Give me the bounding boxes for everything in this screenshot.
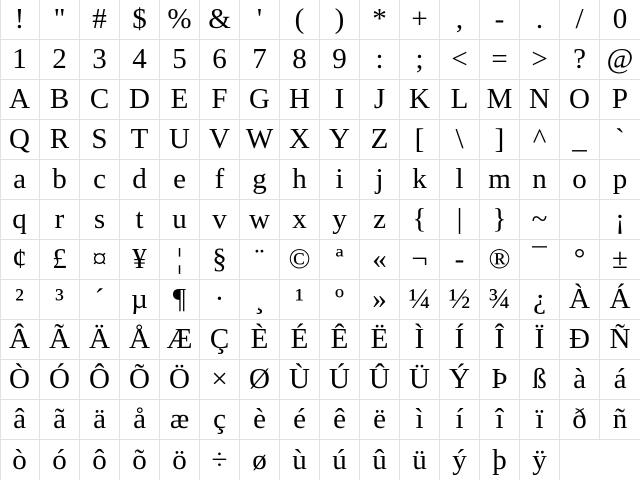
char-cell[interactable]: á — [600, 360, 640, 400]
char-cell[interactable]: ` — [600, 120, 640, 160]
char-cell[interactable]: - — [440, 240, 480, 280]
char-cell[interactable]: ä — [80, 400, 120, 440]
empty-area — [600, 440, 640, 480]
char-cell[interactable]: W — [240, 120, 280, 160]
char-cell[interactable]: j — [360, 160, 400, 200]
char-cell[interactable]: z — [360, 200, 400, 240]
char-cell[interactable]: k — [400, 160, 440, 200]
char-cell[interactable]: v — [200, 200, 240, 240]
char-cell[interactable]: - — [480, 0, 520, 40]
char-cell[interactable]: @ — [600, 40, 640, 80]
char-cell[interactable]: Ö — [160, 360, 200, 400]
char-cell[interactable]: X — [280, 120, 320, 160]
char-cell[interactable]: " — [40, 0, 80, 40]
char-cell[interactable]: V — [200, 120, 240, 160]
char-cell[interactable]: à — [560, 360, 600, 400]
char-cell[interactable]: d — [120, 160, 160, 200]
char-cell[interactable]: T — [120, 120, 160, 160]
char-cell[interactable]: M — [480, 80, 520, 120]
char-cell[interactable]: ´ — [80, 280, 120, 320]
char-cell[interactable]: ñ — [600, 400, 640, 440]
char-cell[interactable]: Ô — [80, 360, 120, 400]
char-cell[interactable]: J — [360, 80, 400, 120]
char-cell[interactable]: ì — [400, 400, 440, 440]
char-cell[interactable]: ¹ — [280, 280, 320, 320]
char-cell[interactable]: ¯ — [520, 240, 560, 280]
char-cell[interactable]: 2 — [40, 40, 80, 80]
char-cell[interactable]: Í — [440, 320, 480, 360]
char-cell[interactable]: · — [200, 280, 240, 320]
char-cell[interactable]: q — [0, 200, 40, 240]
char-cell[interactable]: { — [400, 200, 440, 240]
char-cell[interactable]: Á — [600, 280, 640, 320]
char-cell[interactable]: 8 — [280, 40, 320, 80]
char-cell[interactable]: E — [160, 80, 200, 120]
char-cell[interactable]: p — [600, 160, 640, 200]
char-cell[interactable]: % — [160, 0, 200, 40]
char-cell[interactable]: F — [200, 80, 240, 120]
char-cell[interactable]: e — [160, 160, 200, 200]
char-cell[interactable]: î — [480, 400, 520, 440]
char-cell[interactable]: ô — [80, 440, 120, 480]
char-cell[interactable]: 4 — [120, 40, 160, 80]
char-cell[interactable]: K — [400, 80, 440, 120]
char-cell[interactable]: ÿ — [520, 440, 560, 480]
char-cell[interactable]: L — [440, 80, 480, 120]
char-cell[interactable]: ç — [200, 400, 240, 440]
char-cell[interactable]: [ — [400, 120, 440, 160]
char-cell[interactable]: Ò — [0, 360, 40, 400]
char-cell[interactable]: ½ — [440, 280, 480, 320]
char-cell[interactable]: < — [440, 40, 480, 80]
char-cell[interactable]: å — [120, 400, 160, 440]
char-cell[interactable]: 3 — [80, 40, 120, 80]
char-cell[interactable]: & — [200, 0, 240, 40]
char-cell[interactable]: æ — [160, 400, 200, 440]
empty-area — [560, 440, 600, 480]
char-cell[interactable]: ¾ — [480, 280, 520, 320]
char-cell[interactable]: Q — [0, 120, 40, 160]
char-cell[interactable]: ÷ — [200, 440, 240, 480]
char-cell[interactable]: i — [320, 160, 360, 200]
char-cell[interactable]: Ø — [240, 360, 280, 400]
char-cell[interactable]: © — [280, 240, 320, 280]
char-cell[interactable]: Ü — [400, 360, 440, 400]
char-cell[interactable]: o — [560, 160, 600, 200]
char-cell[interactable]: Æ — [160, 320, 200, 360]
char-cell[interactable]: ã — [40, 400, 80, 440]
char-cell[interactable]: û — [360, 440, 400, 480]
char-cell[interactable]: P — [600, 80, 640, 120]
char-cell[interactable]: ý — [440, 440, 480, 480]
char-cell[interactable]: ß — [520, 360, 560, 400]
char-cell[interactable]: \ — [440, 120, 480, 160]
char-cell[interactable]: 5 — [160, 40, 200, 80]
char-cell[interactable]: ó — [40, 440, 80, 480]
char-cell[interactable]: ( — [280, 0, 320, 40]
char-cell[interactable]: ö — [160, 440, 200, 480]
char-cell[interactable]: Z — [360, 120, 400, 160]
char-cell[interactable]: ¨ — [240, 240, 280, 280]
char-cell[interactable]: 6 — [200, 40, 240, 80]
char-cell[interactable]: ¬ — [400, 240, 440, 280]
char-cell[interactable]: B — [40, 80, 80, 120]
char-cell[interactable]: ¢ — [0, 240, 40, 280]
char-cell[interactable]: § — [200, 240, 240, 280]
char-cell[interactable]: D — [120, 80, 160, 120]
char-cell[interactable]: n — [520, 160, 560, 200]
char-cell[interactable]: ® — [480, 240, 520, 280]
char-cell[interactable]: Ð — [560, 320, 600, 360]
char-cell[interactable]: Þ — [480, 360, 520, 400]
char-cell[interactable]: A — [0, 80, 40, 120]
char-cell[interactable]: = — [480, 40, 520, 80]
char-cell[interactable]: ^ — [520, 120, 560, 160]
char-cell[interactable]: ; — [400, 40, 440, 80]
char-cell[interactable]: N — [520, 80, 560, 120]
char-cell[interactable]: é — [280, 400, 320, 440]
char-cell[interactable]: Ç — [200, 320, 240, 360]
char-cell[interactable]: ¦ — [160, 240, 200, 280]
char-cell[interactable]: I — [320, 80, 360, 120]
char-cell[interactable]: Ù — [280, 360, 320, 400]
char-cell[interactable]: ¶ — [160, 280, 200, 320]
char-cell[interactable]: g — [240, 160, 280, 200]
char-cell[interactable]: Ñ — [600, 320, 640, 360]
char-cell[interactable]: s — [80, 200, 120, 240]
char-cell[interactable]: ) — [320, 0, 360, 40]
char-cell[interactable]: × — [200, 360, 240, 400]
char-cell[interactable]: Ì — [400, 320, 440, 360]
char-cell[interactable]: â — [0, 400, 40, 440]
char-cell[interactable]: ] — [480, 120, 520, 160]
char-cell[interactable]: O — [560, 80, 600, 120]
char-cell[interactable]: 0 — [600, 0, 640, 40]
char-cell[interactable]: / — [560, 0, 600, 40]
char-cell[interactable]: 7 — [240, 40, 280, 80]
char-cell[interactable]: Ï — [520, 320, 560, 360]
char-cell[interactable]: , — [440, 0, 480, 40]
char-cell[interactable]: ø — [240, 440, 280, 480]
char-cell[interactable]: Õ — [120, 360, 160, 400]
char-cell[interactable]: 9 — [320, 40, 360, 80]
char-cell[interactable]: » — [360, 280, 400, 320]
char-cell[interactable]: É — [280, 320, 320, 360]
char-cell[interactable]: ¡ — [600, 200, 640, 240]
char-cell[interactable]: w — [240, 200, 280, 240]
char-cell[interactable]: G — [240, 80, 280, 120]
char-cell[interactable]: ¸ — [240, 280, 280, 320]
char-cell[interactable]: c — [80, 160, 120, 200]
char-cell[interactable]: ° — [560, 240, 600, 280]
char-cell[interactable]: m — [480, 160, 520, 200]
char-cell[interactable]: ~ — [520, 200, 560, 240]
char-cell[interactable]: f — [200, 160, 240, 200]
char-cell[interactable]: U — [160, 120, 200, 160]
char-cell[interactable]: ? — [560, 40, 600, 80]
char-cell[interactable]: H — [280, 80, 320, 120]
char-cell[interactable]: x — [280, 200, 320, 240]
grid-left-border — [0, 0, 1, 480]
char-cell[interactable]: l — [440, 160, 480, 200]
char-cell[interactable]: u — [160, 200, 200, 240]
char-cell[interactable]: $ — [120, 0, 160, 40]
char-cell[interactable]: Î — [480, 320, 520, 360]
char-cell[interactable]: ¤ — [80, 240, 120, 280]
char-cell[interactable]: C — [80, 80, 120, 120]
char-cell[interactable]: ¼ — [400, 280, 440, 320]
char-cell[interactable]: ð — [560, 400, 600, 440]
char-cell[interactable]: R — [40, 120, 80, 160]
char-cell[interactable]: º — [320, 280, 360, 320]
char-cell[interactable]: Ó — [40, 360, 80, 400]
char-cell[interactable]: b — [40, 160, 80, 200]
char-cell[interactable]: Ý — [440, 360, 480, 400]
char-cell[interactable]: ¿ — [520, 280, 560, 320]
char-cell[interactable]: Ã — [40, 320, 80, 360]
char-cell[interactable]: * — [360, 0, 400, 40]
char-cell[interactable]: ï — [520, 400, 560, 440]
char-cell[interactable]: £ — [40, 240, 80, 280]
char-cell[interactable]: Ú — [320, 360, 360, 400]
char-cell[interactable]: Å — [120, 320, 160, 360]
char-cell[interactable]: µ — [120, 280, 160, 320]
char-cell[interactable]: Â — [0, 320, 40, 360]
char-cell[interactable]: ' — [240, 0, 280, 40]
char-cell[interactable]: è — [240, 400, 280, 440]
char-cell[interactable]: ³ — [40, 280, 80, 320]
char-cell[interactable]: S — [80, 120, 120, 160]
char-cell[interactable]: ± — [600, 240, 640, 280]
char-cell[interactable]: Ä — [80, 320, 120, 360]
char-cell[interactable]: | — [440, 200, 480, 240]
char-cell[interactable]: > — [520, 40, 560, 80]
char-cell[interactable]: Ê — [320, 320, 360, 360]
char-cell[interactable]: À — [560, 280, 600, 320]
char-cell[interactable]: r — [40, 200, 80, 240]
char-cell[interactable]: . — [520, 0, 560, 40]
char-cell[interactable] — [560, 200, 600, 240]
char-cell[interactable]: ò — [0, 440, 40, 480]
char-cell[interactable]: Y — [320, 120, 360, 160]
char-cell[interactable]: ¥ — [120, 240, 160, 280]
char-cell[interactable]: 1 — [0, 40, 40, 80]
char-cell[interactable]: õ — [120, 440, 160, 480]
char-cell[interactable]: ü — [400, 440, 440, 480]
char-cell[interactable]: ² — [0, 280, 40, 320]
char-cell[interactable]: ! — [0, 0, 40, 40]
char-cell[interactable]: # — [80, 0, 120, 40]
char-cell[interactable]: í — [440, 400, 480, 440]
char-cell[interactable]: h — [280, 160, 320, 200]
char-cell[interactable]: } — [480, 200, 520, 240]
char-cell[interactable]: ê — [320, 400, 360, 440]
char-cell[interactable]: ë — [360, 400, 400, 440]
char-cell[interactable]: Û — [360, 360, 400, 400]
char-cell[interactable]: ú — [320, 440, 360, 480]
char-cell[interactable]: + — [400, 0, 440, 40]
char-cell[interactable]: « — [360, 240, 400, 280]
char-cell[interactable]: : — [360, 40, 400, 80]
char-cell[interactable]: y — [320, 200, 360, 240]
char-cell[interactable]: _ — [560, 120, 600, 160]
char-cell[interactable]: ª — [320, 240, 360, 280]
char-cell[interactable]: þ — [480, 440, 520, 480]
char-cell[interactable]: a — [0, 160, 40, 200]
char-cell[interactable]: È — [240, 320, 280, 360]
char-cell[interactable]: t — [120, 200, 160, 240]
char-cell[interactable]: Ë — [360, 320, 400, 360]
char-cell[interactable]: ù — [280, 440, 320, 480]
